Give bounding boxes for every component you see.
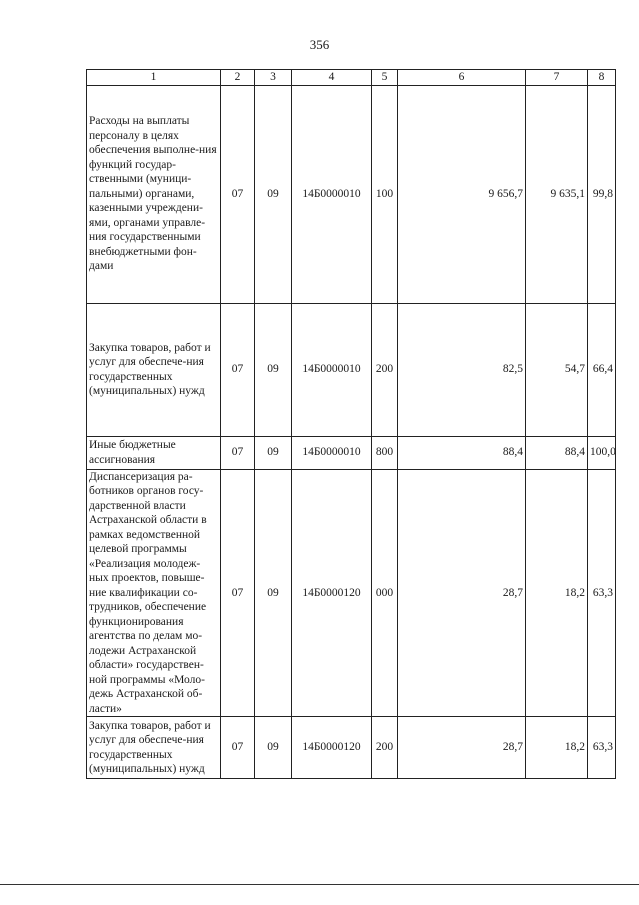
- section-code: 07: [221, 303, 255, 436]
- execution-percent: 63,3: [588, 469, 616, 717]
- page-bottom-rule: [0, 884, 639, 885]
- page-number: 356: [309, 37, 330, 52]
- row-description: Иные бюджетные ассигнования: [87, 436, 221, 469]
- expense-type-code: 000: [372, 469, 398, 717]
- subsection-code: 09: [255, 469, 292, 717]
- executed-amount: 18,2: [526, 717, 588, 779]
- target-article-code: 14Б0000010: [292, 85, 372, 303]
- executed-amount: 9 635,1: [526, 85, 588, 303]
- subsection-code: 09: [255, 85, 292, 303]
- row-description: Диспансеризация ра-ботников органов госу-дарственной власти Астраханской области в рамках ведомственной целевой программы «Реализация молодеж-ных проектов, повыше-ние квалификации со-трудников, обеспечение функционирования агентства по делам мо-лодежи Астраханской области» государствен-ной программы «Моло-дежь Астраханской об-ласти»: [87, 469, 221, 717]
- table-row: [87, 436, 616, 469]
- target-article-code: 14Б0000010: [292, 303, 372, 436]
- execution-percent: 66,4: [588, 303, 616, 436]
- executed-amount: 54,7: [526, 303, 588, 436]
- section-code: 07: [221, 717, 255, 779]
- row-description: Закупка товаров, работ и услуг для обеспече-ния государственных (муниципальных) нужд: [87, 717, 221, 779]
- table-row: [87, 303, 616, 436]
- execution-percent: 63,3: [588, 717, 616, 779]
- column-header: 6: [398, 70, 526, 86]
- target-article-code: 14Б0000010: [292, 436, 372, 469]
- planned-amount: 28,7: [398, 717, 526, 779]
- planned-amount: 28,7: [398, 469, 526, 717]
- expense-type-code: 800: [372, 436, 398, 469]
- section-code: 07: [221, 436, 255, 469]
- execution-percent: 99,8: [588, 85, 616, 303]
- planned-amount: 82,5: [398, 303, 526, 436]
- target-article-code: 14Б0000120: [292, 469, 372, 717]
- expense-type-code: 200: [372, 717, 398, 779]
- expense-type-code: 200: [372, 303, 398, 436]
- column-header: 1: [87, 70, 221, 86]
- execution-percent: 100,0: [588, 436, 616, 469]
- section-code: 07: [221, 469, 255, 717]
- column-header: 4: [292, 70, 372, 86]
- column-header: 3: [255, 70, 292, 86]
- column-header: 7: [526, 70, 588, 86]
- section-code: 07: [221, 85, 255, 303]
- table-row: [87, 85, 616, 303]
- expense-type-code: 100: [372, 85, 398, 303]
- planned-amount: 88,4: [398, 436, 526, 469]
- column-header: 2: [221, 70, 255, 86]
- target-article-code: 14Б0000120: [292, 717, 372, 779]
- subsection-code: 09: [255, 436, 292, 469]
- table-row: [87, 717, 616, 779]
- executed-amount: 88,4: [526, 436, 588, 469]
- budget-table: [86, 69, 616, 779]
- table-row: [87, 469, 616, 717]
- row-description: Расходы на выплаты персоналу в целях обеспечения выполне-ния функций государ-ственными (муници-пальными) органами, казенными учреждени-ями, органами управле-ния государственными внебюджетными фон-дами: [87, 85, 221, 303]
- column-header: 8: [588, 70, 616, 86]
- executed-amount: 18,2: [526, 469, 588, 717]
- row-description: Закупка товаров, работ и услуг для обеспече-ния государственных (муниципальных) нужд: [87, 303, 221, 436]
- subsection-code: 09: [255, 717, 292, 779]
- planned-amount: 9 656,7: [398, 85, 526, 303]
- header-row: [87, 70, 616, 86]
- subsection-code: 09: [255, 303, 292, 436]
- column-header: 5: [372, 70, 398, 86]
